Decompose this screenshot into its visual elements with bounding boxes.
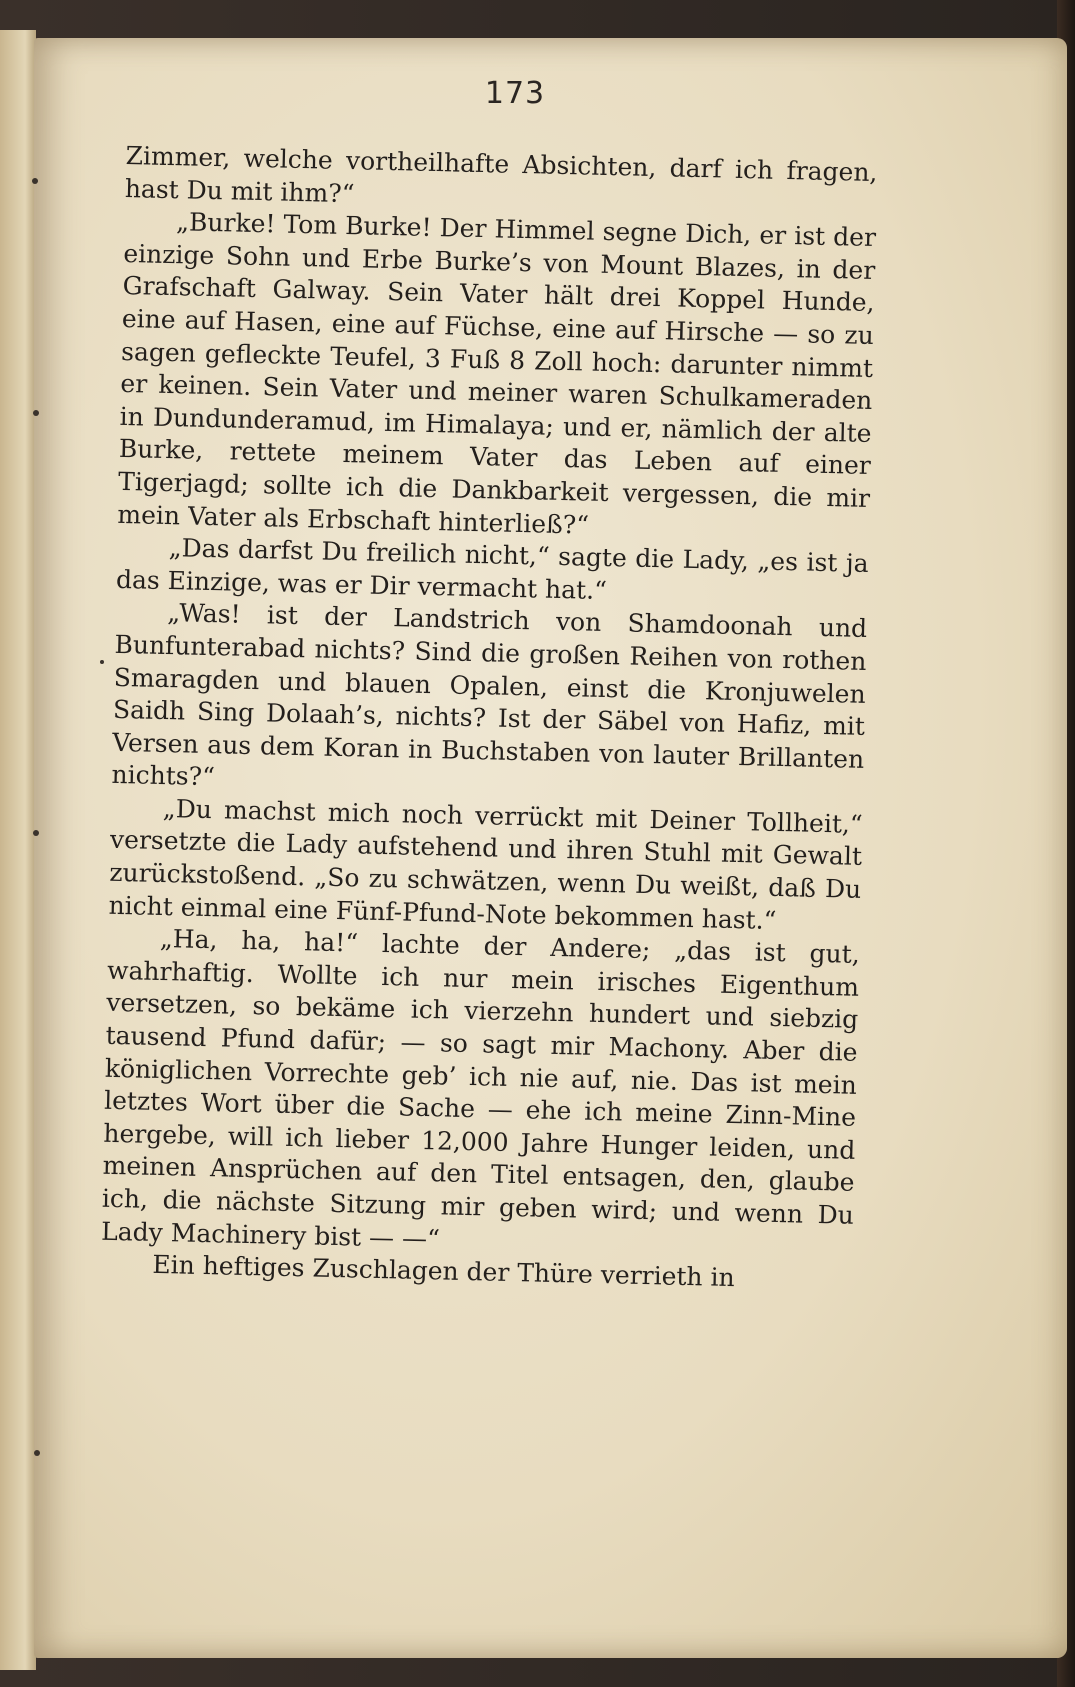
paragraph: Ein heftiges Zuschlagen der Thüre verrieth in (152, 1250, 735, 1293)
paragraph: „Du machst mich noch verrückt mit Deiner Tollheit,“ versetzte die Lady aufstehend und ihren Stuhl mit Gewalt zurückstoßend. „So zu schwätzen, wenn Du weißt, daß Du nicht einmal eine Fünf-Pfund-Note bekommen hast.“ (108, 793, 863, 935)
paragraph: „Ha, ha, ha!“ lachte der Andere; „das ist gut, wahrhaftig. Wollte ich nur mein irisches Eigenthum versetzen, so bekäme ich vierzehn hundert und siebzig tausend Pfund dafür; — so sagt mir Machony. Aber die königlichen Vorrechte geb’ ich nie auf, nie. Das ist mein letztes Wort über die Sache — ehe ich meine Zinn-Mine hergebe, will ich lieber 12,000 Jahre Hunger leiden, und meinen Ansprüchen auf den Titel entsagen, den, glaube ich, die nächste Sitzung mir geben wird; und wenn Du Lady Machinery bist — —“ (100, 924, 861, 1253)
paragraph: „Das darfst Du freilich nicht,“ sagte die Lady, „es ist ja das Einzige, was er Dir vermacht hat.“ (115, 533, 869, 605)
facing-page-edge (0, 30, 36, 1670)
page-number: 173 (484, 76, 546, 111)
paragraph: Zimmer, welche vortheilhafte Absichten, darf ich fragen, hast Du mit ihm?“ (124, 140, 878, 208)
paragraph: „Was! ist der Landstrich von Shamdoonah und Bunfunterabad nichts? Sind die großen Reihen von rothen Smaragden und blauen Opalen, einst die Kronjuwelen Saidh Sing Dolaah’s, nichts? Ist der Säbel von Hafiz, mit Versen aus dem Koran in Buchstaben von lauter Brillanten nichts?“ (111, 598, 868, 792)
paragraph: „Burke! Tom Burke! Der Himmel segne Dich, er ist der einzige Sohn und Erbe Burke’s von Mount Blazes, in der Grafschaft Galway. Sein Vater hält drei Koppel Hunde, eine auf Hasen, eine auf Füchse, eine auf Hirsche — so zu sagen gefleckte Teufel, 3 Fuß 8 Zoll hoch: darunter nimmt er keinen. Sein Vater und meiner waren Schulkameraden in Dundunderamud, im Himalaya; und er, nämlich der alte Burke, rettete meinem Vater das Leben auf einer Tigerjagd; sollte ich die Dankbarkeit vergessen, die mir mein Vater als Erbschaft hinterließ?“ (117, 207, 877, 540)
body-text (100, 140, 878, 1298)
